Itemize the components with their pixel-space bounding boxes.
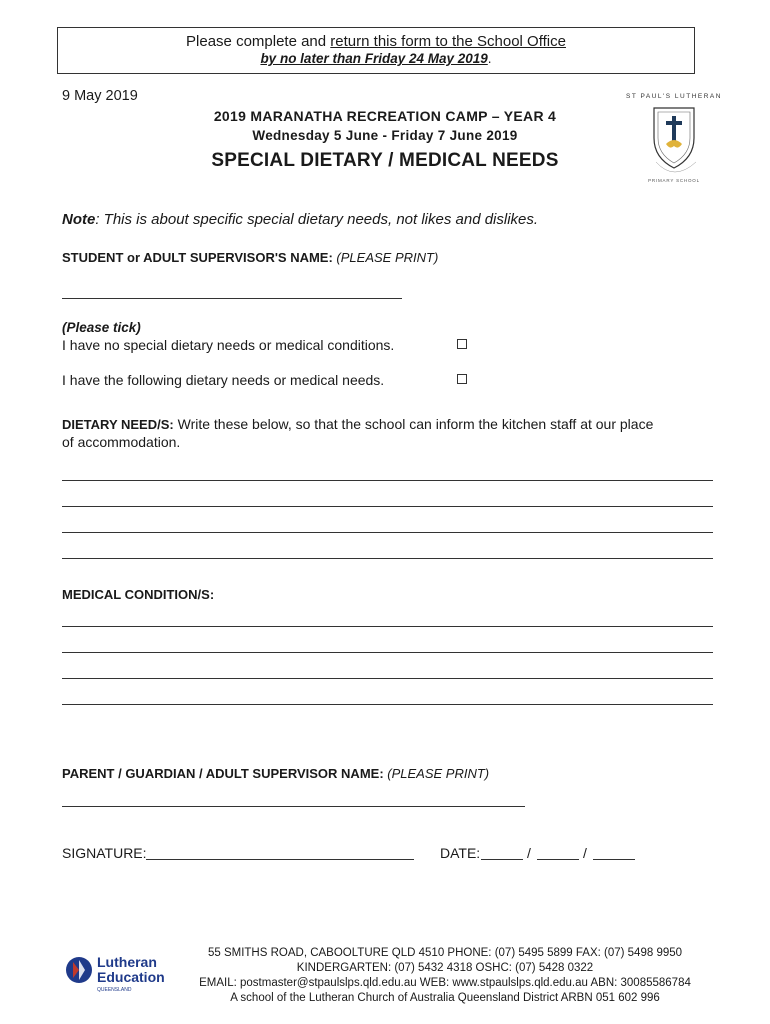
date-month-line[interactable] — [537, 859, 579, 860]
medical-input-line-2[interactable] — [62, 652, 713, 653]
dietary-text: Write these below, so that the school can inform the kitchen staff at our place — [173, 416, 654, 432]
return-instructions-underlined: return this form to the School Office — [330, 33, 566, 50]
parent-name-input-line[interactable] — [62, 806, 525, 807]
deadline-period: . — [487, 51, 492, 66]
parent-name-hint: (PLEASE PRINT) — [387, 766, 490, 781]
footer-phones: KINDERGARTEN: (07) 5432 4318 OSHC: (07) 5428 0322 — [296, 962, 594, 974]
signature-label: SIGNATURE: — [62, 845, 147, 861]
school-crest-logo — [626, 90, 722, 186]
medical-input-line-1[interactable] — [62, 626, 713, 627]
parent-name-label-row — [62, 766, 489, 781]
student-name-label: STUDENT or ADULT SUPERVISOR'S NAME: — [62, 250, 337, 265]
student-name-label-row — [62, 250, 438, 265]
dietary-text-cont: of accommodation. — [62, 434, 181, 450]
school-contact-footer — [180, 946, 710, 1006]
dietary-input-line-2[interactable] — [62, 506, 713, 507]
camp-dates: Wednesday 5 June - Friday 7 June 2019 — [252, 128, 518, 143]
medical-input-line-3[interactable] — [62, 678, 713, 679]
parent-name-label: PARENT / GUARDIAN / ADULT SUPERVISOR NAME: — [62, 766, 388, 781]
tick-option-has-needs: I have the following dietary needs or medical needs. — [62, 372, 385, 388]
dietary-input-line-1[interactable] — [62, 480, 713, 481]
return-instructions-line1 — [58, 33, 694, 50]
deadline-line — [58, 51, 694, 66]
crest-school-name: ST PAUL'S LUTHERAN — [626, 93, 722, 100]
tick-heading: (Please tick) — [62, 320, 141, 335]
student-name-hint: (PLEASE PRINT) — [336, 250, 439, 265]
lutheran-education-logo — [65, 952, 175, 994]
note-text: : This is about specific special dietary needs, not likes and dislikes. — [95, 211, 539, 228]
logo-word-2: Education — [97, 969, 165, 985]
has-needs-checkbox[interactable] — [457, 374, 467, 384]
dietary-input-line-3[interactable] — [62, 532, 713, 533]
date-separator-1: / — [527, 845, 531, 861]
logo-word-1: Lutheran — [97, 954, 157, 970]
no-needs-checkbox[interactable] — [457, 339, 467, 349]
note-label: Note — [62, 211, 96, 228]
dietary-instructions — [62, 416, 722, 432]
letter-date: 9 May 2019 — [62, 88, 138, 104]
logo-word-3: QUEENSLAND — [97, 987, 132, 993]
crest-arc-text: PRIMARY SCHOOL — [648, 178, 700, 183]
date-label: DATE: — [440, 845, 481, 861]
note-line — [62, 211, 538, 228]
form-title: 2019 MARANATHA RECREATION CAMP – YEAR 4 — [213, 108, 557, 124]
dietary-label: DIETARY NEED/S: — [62, 417, 174, 432]
return-instructions-box — [57, 27, 695, 74]
date-year-line[interactable] — [593, 859, 635, 860]
date-day-line[interactable] — [481, 859, 523, 860]
date-separator-2: / — [583, 845, 587, 861]
footer-address: 55 SMITHS ROAD, CABOOLTURE QLD 4510 PHONE: (07) 5495 5899 FAX: (07) 5498 9950 — [207, 947, 683, 959]
dietary-input-line-4[interactable] — [62, 558, 713, 559]
signature-input-line[interactable] — [146, 859, 414, 860]
medical-label: MEDICAL CONDITION/S: — [62, 587, 215, 602]
footer-church: A school of the Lutheran Church of Australia Queensland District ARBN 051 602 996 — [230, 992, 660, 1004]
footer-email-web: EMAIL: postmaster@stpaulslps.qld.edu.au WEB: www.stpaulslps.qld.edu.au ABN: 30085586784 — [199, 977, 691, 989]
student-name-input-line[interactable] — [62, 298, 402, 299]
deadline-text: by no later than Friday 24 May 2019 — [260, 51, 488, 66]
medical-input-line-4[interactable] — [62, 704, 713, 705]
return-instructions-prefix: Please complete and — [186, 33, 331, 50]
form-subtitle: SPECIAL DIETARY / MEDICAL NEEDS — [211, 150, 559, 171]
tick-option-no-needs: I have no special dietary needs or medical conditions. — [62, 337, 395, 353]
